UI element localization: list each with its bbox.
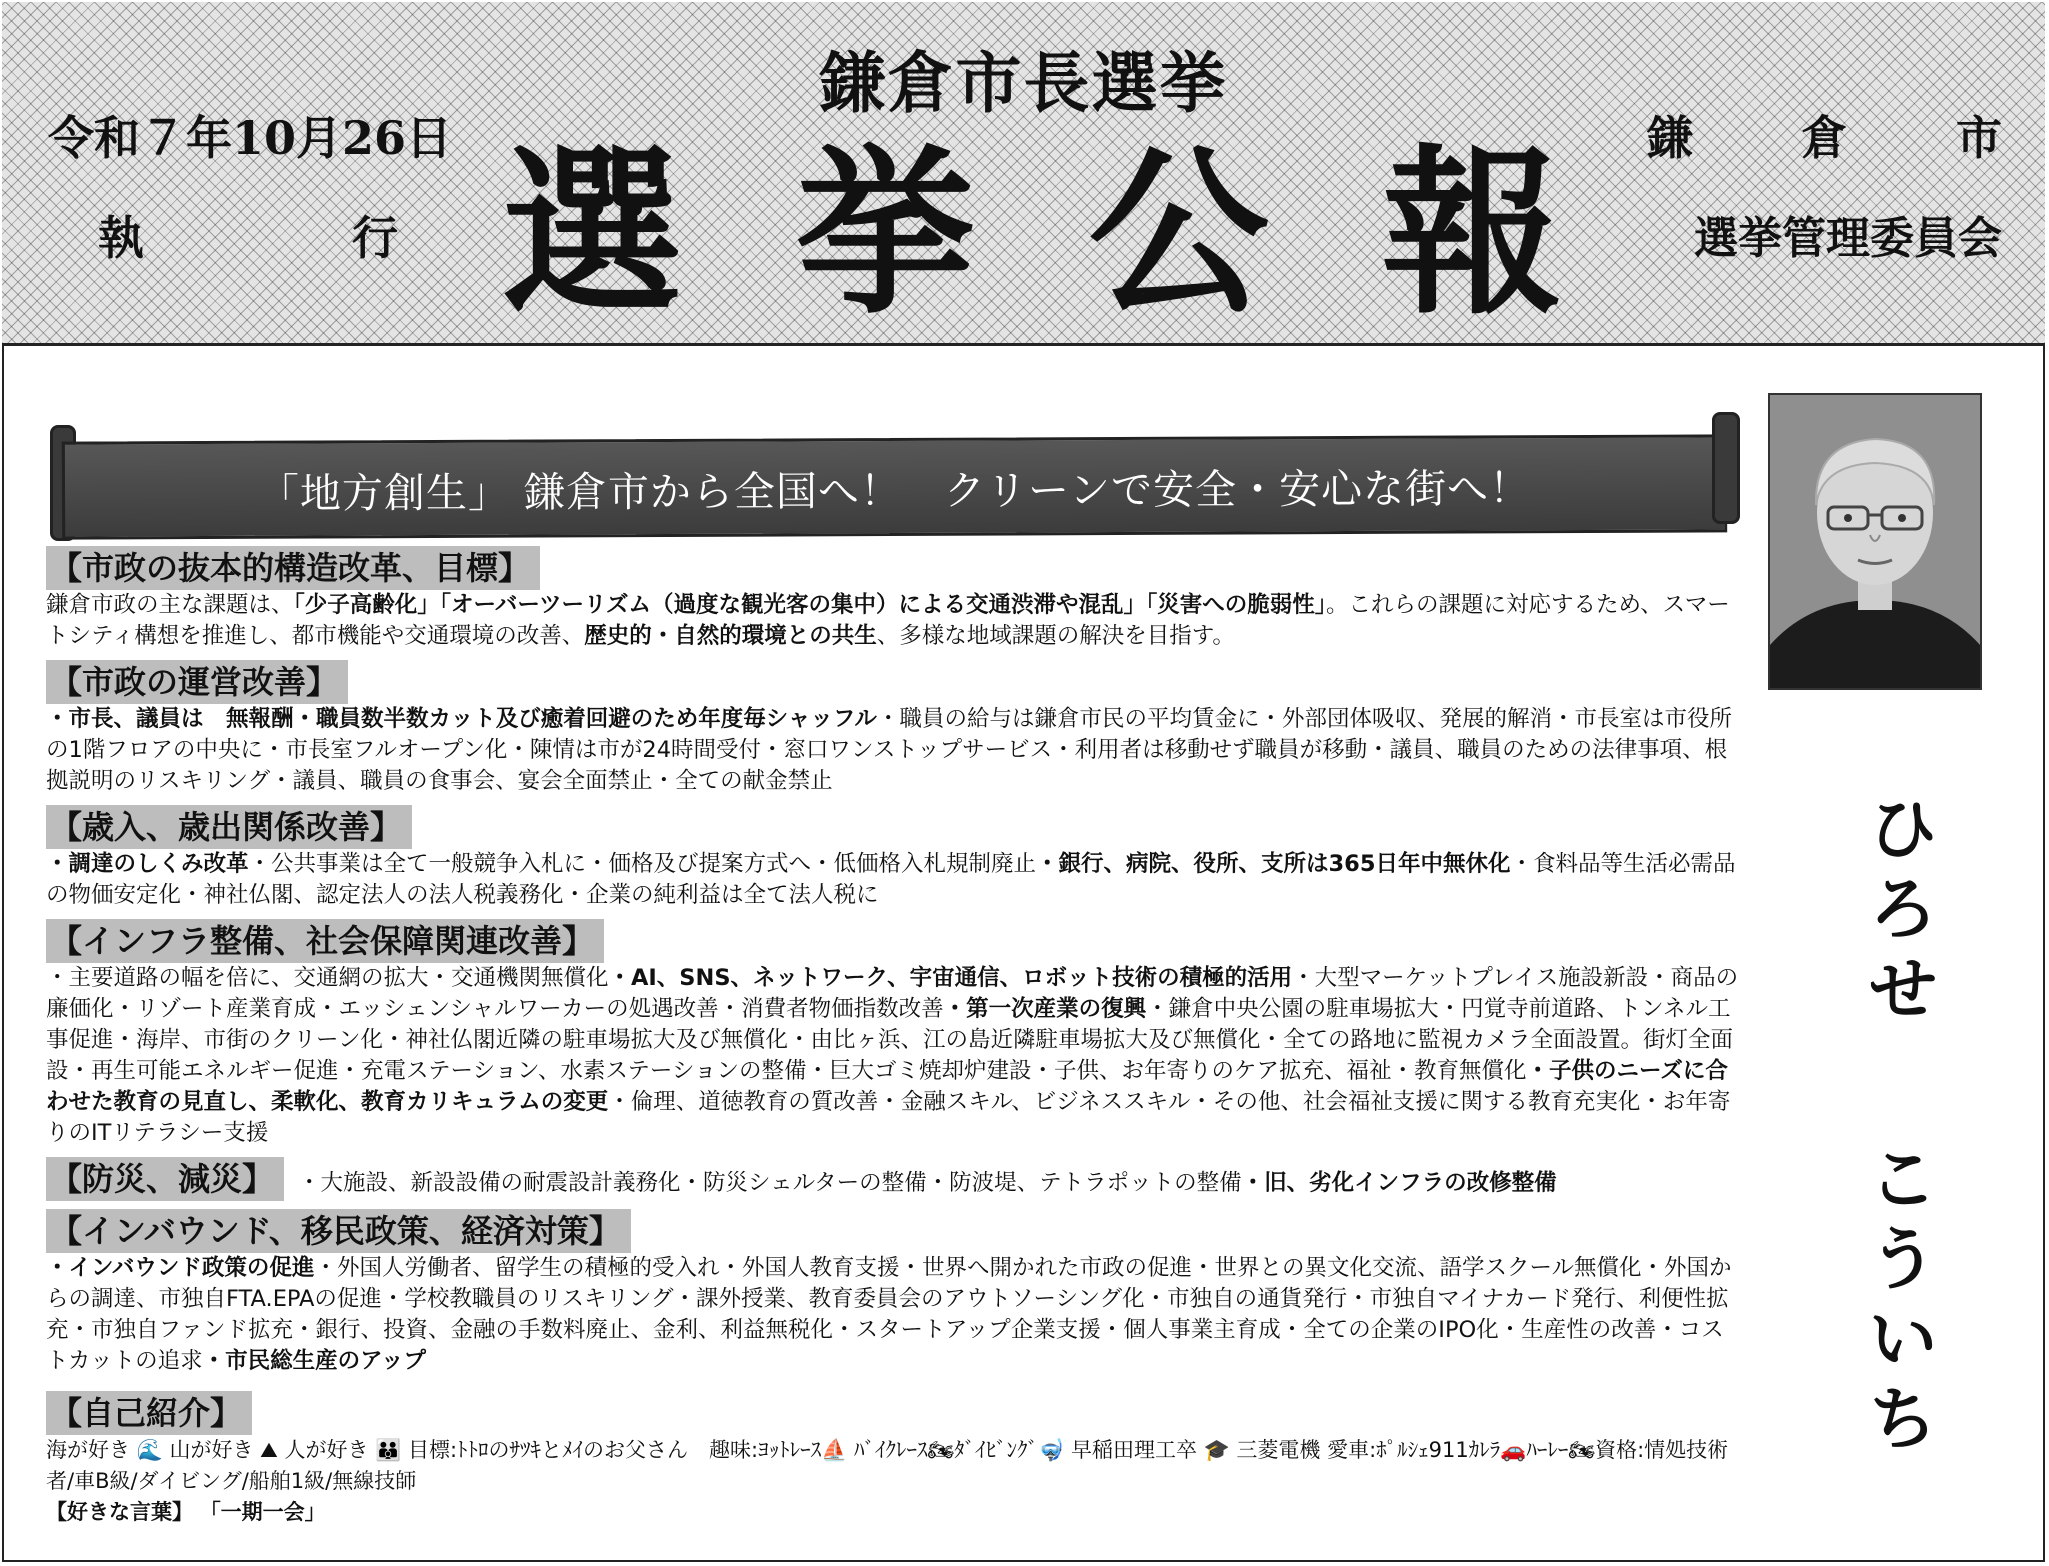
section-disaster (46, 1151, 1746, 1201)
name-char: こ (1868, 1140, 1937, 1220)
section-heading: 【インバウンド、移民政策、経済対策】 (46, 1209, 631, 1253)
exec-char: 執 (98, 211, 144, 265)
title-char: 報 (1381, 130, 1562, 339)
section-infrastructure (46, 913, 1746, 1149)
section-body: 鎌倉市政の主な課題は、「少子高齢化」「オーバーツーリズム（過度な観光客の集中）による交通渋滞や混乱」「災害への脆弱性」。これらの課題に対応するため、スマートシティ構想を推進し、都市機能や交通環境の改善、歴史的・自然的環境との共生、多様な地域課題の解決を目指す。 (46, 592, 1730, 649)
section-heading: 【市政の抜本的構造改革、目標】 (46, 546, 540, 590)
candidate-portrait-image (1770, 395, 1980, 688)
issuer-city-char: 倉 (1801, 111, 1848, 165)
exec-char: 行 (352, 211, 398, 265)
title-char: 選 (502, 130, 683, 339)
section-heading: 【歳入、歳出関係改善】 (46, 805, 412, 849)
section-inbound-economy (46, 1203, 1746, 1377)
issuer-city (1647, 102, 2002, 168)
favorite-words: 【好きな言葉】 「一期一会」 (46, 1500, 326, 1524)
issuer-city-char: 市 (1956, 111, 2002, 165)
title-char: 挙 (795, 130, 976, 339)
banner-scroll-right (1712, 412, 1740, 524)
name-char: せ (1868, 950, 1937, 1030)
name-char: う (1868, 1220, 1937, 1300)
policy-content (46, 540, 1746, 1530)
section-revenue-expenditure (46, 799, 1746, 911)
title-char: 公 (1088, 130, 1269, 339)
issuer-committee: 選挙管理委員会 (1694, 213, 2002, 264)
name-char: ち (1868, 1380, 1937, 1460)
election-date: 令和７年10月26日 (48, 111, 453, 165)
section-heading: 【防災、減災】 (46, 1157, 284, 1201)
section-administration (46, 654, 1746, 797)
section-heading: 【市政の運営改善】 (46, 660, 348, 704)
header (2, 2, 2045, 346)
section-heading: 【インフラ整備、社会保障関連改善】 (46, 919, 604, 963)
section-self-introduction (46, 1385, 1746, 1528)
election-subtitle: 鎌倉市長選挙 (819, 44, 1228, 122)
name-char: ひ (1868, 790, 1937, 870)
issuer-city-char: 鎌 (1647, 111, 1693, 165)
section-body: ・市長、議員は 無報酬・職員数半数カット及び癒着回避のため年度毎シャッフル・職員の給与は鎌倉市民の平均賃金に・外部団体吸収、発展的解消・市長室は市役所の1階フロアの中央に・市長室フルオープン化・陳情は市が24時間受付・窓口ワンストップサービス・利用者は移動せず職員が移動・議員、職員のための法律事項、根拠説明のリスキリング・議員、職員の食事会、宴会全面禁止・全ての献金禁止 (46, 706, 1732, 794)
self-intro-text: 海が好き 🌊 山が好き ⛰ 人が好き 👪 目標:ﾄﾄﾛのｻﾂｷとﾒｲのお父さん 趣味:ﾖｯﾄﾚｰｽ⛵ ﾊﾞｲｸﾚｰｽ🏍ﾀﾞｲﾋﾞﾝｸﾞ🤿 早稲田理工卒 🎓 三菱電機 愛車:ﾎﾟﾙｼｪ911ｶﾚﾗ🚗ﾊｰﾚｰ🏍資格:情処技術者/車B級/ダイビング/船舶1級/無線技師 (46, 1438, 1729, 1493)
page-title (502, 130, 1562, 339)
candidate-photo (1768, 393, 1982, 690)
section-body: ・調達のしくみ改革・公共事業は全て一般競争入札に・価格及び提案方式へ・低価格入札規制廃止・銀行、病院、役所、支所は365日年中無休化・食料品等生活必需品の物価安定化・神社仏閣、認定法人の法人税義務化・企業の純利益は全て法人税に (46, 851, 1736, 908)
slogan-text: 「地方創生」 鎌倉市から全国へ！ クリーンで安全・安心な街へ！ (257, 463, 1532, 518)
section-body: ・インバウンド政策の促進・外国人労働者、留学生の積極的受入れ・外国人教育支援・世界へ開かれた市政の促進・世界との異文化交流、語学スクール無償化・外国からの調達、市独自FTA.EPAの促進・学校教職員のリスキリング・課外授業、教育委員会のアウトソーシング化・市独自の通貨発行・市独自マイナカード発行、利便性拡充・市独自ファンド拡充・銀行、投資、金融の手数料廃止、金利、利益無税化・スタートアップ企業支援・個人事業主育成・全ての企業のIPO化・生産性の改善・コストカットの追求・市民総生産のアップ (46, 1255, 1732, 1374)
name-char: い (1868, 1300, 1937, 1380)
name-char: ろ (1868, 870, 1937, 950)
candidate-name (1868, 790, 1938, 1460)
section-structural-reform (46, 540, 1746, 652)
section-body: 【防災、減災】 ・大施設、新設設備の耐震設計義務化・防災シェルターの整備・防波堤、テトラポットの整備・旧、劣化インフラの改修整備 (46, 1151, 1746, 1201)
section-body: ・主要道路の幅を倍に、交通網の拡大・交通機関無償化・AI、SNS、ネットワーク、宇宙通信、ロボット技術の積極的活用・大型マーケットプレイス施設新設・商品の廉価化・リゾート産業育成・エッシェンシャルワーカーの処遇改善・消費者物価指数改善・第一次産業の復興・鎌倉中央公園の駐車場拡大・円覚寺前道路、トンネル工事促進・海岸、市街のクリーン化・神社仏閣近隣の駐車場拡大及び無償化・由比ヶ浜、江の島近隣駐車場拡大及び無償化・全ての路地に監視カメラ全面設置。街灯全面設・再生可能エネルギー促進・充電ステーション、水素ステーションの整備・巨大ゴミ焼却炉建設・子供、お年寄りのケア拡充、福祉・教育無償化・子供のニーズに合わせた教育の見直し、柔軟化、教育カリキュラムの変更・倫理、道徳教育の質改善・金融スキル、ビジネススキル・その他、社会福祉支援に関する教育充実化・お年寄りのITリテラシー支援 (46, 965, 1739, 1146)
section-heading: 【自己紹介】 (46, 1391, 252, 1435)
execution-label (98, 202, 398, 268)
slogan-banner (62, 434, 1727, 539)
